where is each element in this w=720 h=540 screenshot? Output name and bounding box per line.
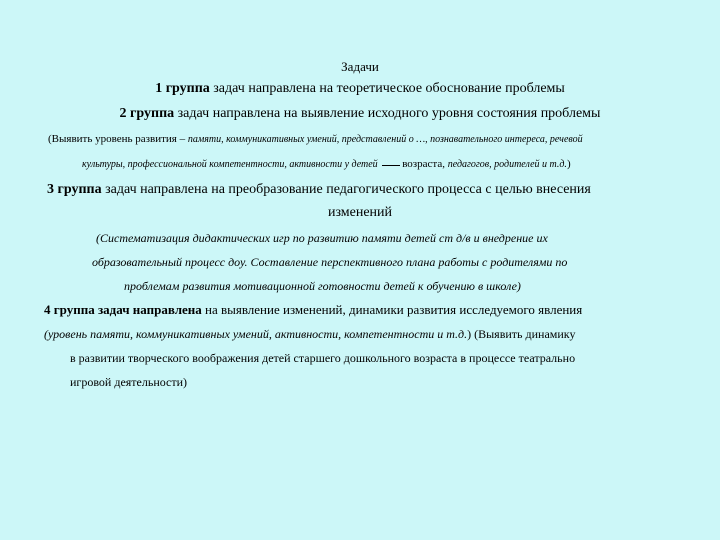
group-3-detail-text2: образовательный процесс доу. Составление перспективного плана работы с родителями по: [92, 255, 568, 269]
group-2-detail-italic3: педагогов, родителей и т.д.: [447, 159, 567, 170]
group-1-line: [0, 81, 720, 97]
blank-underline: [382, 165, 400, 166]
group-2-text: задач направлена на выявление исходного уровня состояния проблемы: [174, 106, 601, 121]
group-4-detail-rest: ) (Выявить динамику: [467, 327, 576, 341]
group-3-detail-text3: проблемам развития мотивационной готовности детей к обучению в школе): [124, 279, 521, 293]
group-2-detail-italic2: культуры, профессиональной компетентности, активности у детей: [82, 159, 381, 170]
title: Задачи: [341, 59, 379, 74]
group-2-detail-line2: [82, 158, 571, 170]
group-3-detail-text1: (Систематизация дидактических игр по развитию памяти детей ст д/в и внедрение их: [96, 231, 548, 245]
group-4-detail-line2: в развитии творческого воображения детей старшего дошкольного возраста в процессе театрально: [70, 351, 576, 365]
group-2-line: [0, 106, 720, 122]
group-2-detail-close: ): [566, 158, 571, 170]
group-4-detail-italic: (уровень памяти, коммуникативных умений, активности, компетентности и т.д.: [44, 327, 468, 341]
group-3-label: 3 группа: [47, 182, 102, 197]
group-2-detail-prefix: (Выявить уровень развития –: [48, 133, 188, 145]
group-1-text: задач направлена на теоретическое обоснование проблемы: [209, 81, 565, 96]
group-2-label: 2 группа: [119, 106, 175, 121]
group-2-detail-suffix: возраста,: [402, 158, 448, 170]
group-3-detail-line1: [96, 231, 548, 246]
group-1-label: 1 группа: [155, 81, 210, 96]
group-4-line: [44, 302, 582, 318]
group-3-line: [47, 182, 591, 198]
group-3-line2: изменений: [327, 205, 393, 220]
group-4-detail-line3: игровой деятельности): [70, 375, 188, 389]
group-3-text: задач направлена на преобразование педагогического процесса с целью внесения: [101, 182, 591, 197]
group-4-label: 4 группа задач направлена: [44, 302, 202, 317]
group-4-text: на выявление изменений, динамики развития исследуемого явления: [201, 302, 583, 317]
group-2-detail-line1: [48, 133, 583, 145]
group-3-detail-line2: [92, 255, 567, 270]
group-4-detail-line1: [44, 327, 575, 342]
group-3-detail-line3: [124, 279, 521, 294]
group-2-detail-italic1: памяти, коммуникативных умений, представлений о …, познавательного интереса, речевой: [187, 134, 583, 145]
